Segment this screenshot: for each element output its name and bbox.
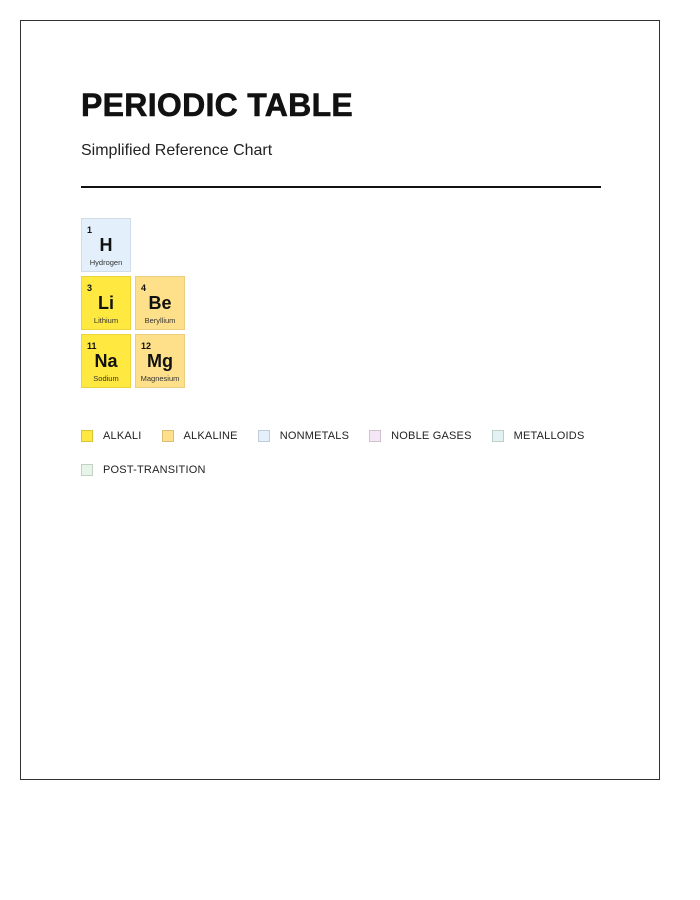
element-symbol: Mg	[147, 351, 173, 371]
legend-swatch	[492, 430, 504, 442]
page-subtitle: Simplified Reference Chart	[81, 142, 273, 159]
legend-item-post-transition	[81, 462, 206, 478]
period-row-1	[81, 218, 189, 272]
element-name: Magnesium	[140, 374, 180, 383]
page-title: PERIODIC TABLE	[81, 87, 354, 123]
atomic-number: 1	[87, 225, 93, 235]
element-tile-magnesium[interactable]	[135, 334, 185, 388]
element-name: Beryllium	[144, 316, 176, 325]
legend-item-noble-gases	[369, 428, 471, 444]
element-tile-beryllium[interactable]	[135, 276, 185, 330]
legend-label: POST-TRANSITION	[103, 464, 206, 476]
atomic-number: 4	[141, 283, 147, 293]
atomic-number: 12	[141, 341, 152, 351]
element-name: Lithium	[93, 316, 119, 325]
category-legend	[81, 428, 621, 496]
element-symbol: Be	[148, 293, 172, 313]
legend-swatch	[369, 430, 381, 442]
legend-label: ALKALINE	[183, 430, 238, 442]
legend-item-alkaline	[162, 428, 238, 444]
element-symbol: Li	[98, 293, 114, 313]
legend-item-metalloids	[492, 428, 585, 444]
legend-swatch	[162, 430, 174, 442]
legend-swatch	[81, 464, 93, 476]
element-symbol: Na	[94, 351, 118, 371]
legend-swatch	[258, 430, 270, 442]
title-divider	[81, 186, 601, 188]
legend-label: ALKALI	[103, 430, 142, 442]
period-row-3	[81, 334, 189, 388]
element-name: Hydrogen	[89, 258, 123, 267]
element-tile-sodium[interactable]	[81, 334, 131, 388]
legend-label: NOBLE GASES	[391, 430, 472, 442]
element-grid	[81, 218, 189, 392]
period-row-2	[81, 276, 189, 330]
legend-item-alkali	[81, 428, 142, 444]
legend-swatch	[81, 430, 93, 442]
element-symbol: H	[99, 235, 113, 255]
element-name: Sodium	[93, 374, 119, 383]
element-tile-lithium[interactable]	[81, 276, 131, 330]
legend-item-nonmetals	[258, 428, 349, 444]
atomic-number: 3	[87, 283, 93, 293]
legend-label: NONMETALS	[279, 430, 350, 442]
element-tile-hydrogen[interactable]	[81, 218, 131, 272]
atomic-number: 11	[87, 341, 97, 351]
legend-label: METALLOIDS	[513, 430, 585, 442]
document-page	[20, 20, 660, 780]
